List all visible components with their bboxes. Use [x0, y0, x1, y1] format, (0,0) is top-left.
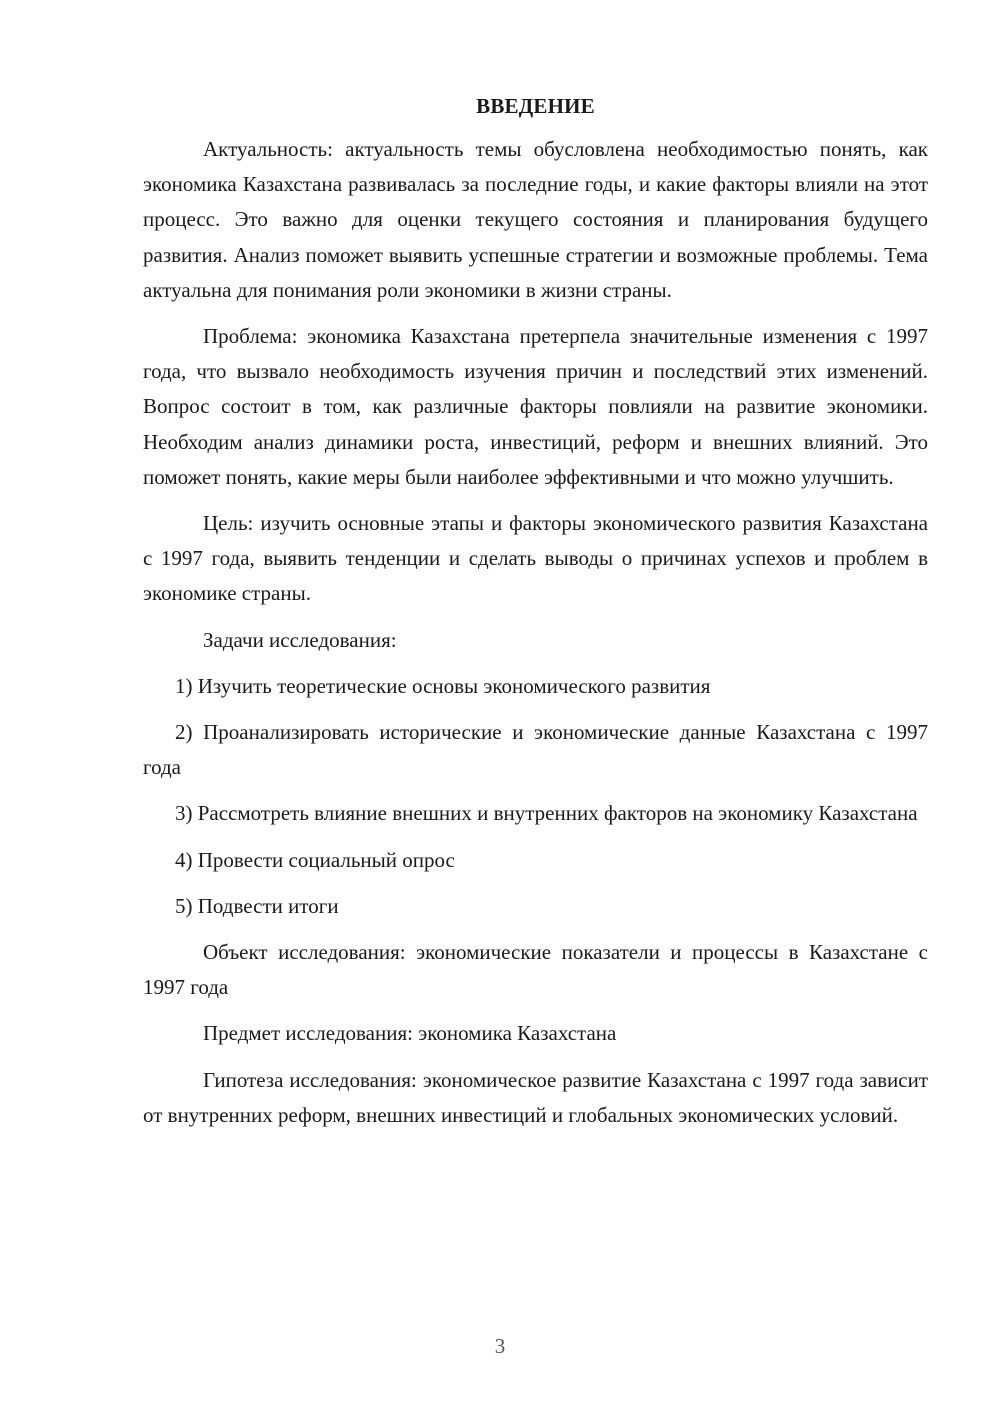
subject-paragraph: Предмет исследования: экономика Казахстана: [203, 1021, 617, 1046]
task-item-3: 3) Рассмотреть влияние внешних и внутренних факторов на экономику Казахстана: [175, 801, 918, 826]
task-item-2: 2) Проанализировать исторические и экономические данные Казахстана с 1997 года: [143, 720, 928, 780]
problem-paragraph: Проблема: экономика Казахстана претерпела значительные изменения с 1997 года, что вызвало необходимость изучения причин и последствий этих изменений. Вопрос состоит в том, как различные факторы повлияли на развитие экономики. Необходим анализ динамики роста, инвестиций, реформ и внешних влияний. Это поможет понять, какие меры были наиболее эффективными и что можно улучшить.: [143, 324, 928, 489]
document-page: [143, 92, 928, 1144]
task-item-1: 1) Изучить теоретические основы экономического развития: [175, 673, 711, 698]
section-title: ВВЕДЕНИЕ: [476, 94, 595, 118]
relevance-paragraph: Актуальность: актуальность темы обусловлена необходимостью понять, как экономика Казахстана развивалась за последние годы, и какие факторы влияли на этот процесс. Это важно для оценки текущего состояния и планирования будущего развития. Анализ поможет выявить успешные стратегии и возможные проблемы. Тема актуальна для понимания роли экономики в жизни страны.: [143, 137, 928, 302]
task-item-5: 5) Подвести итоги: [175, 893, 339, 918]
task-item-4: 4) Провести социальный опрос: [175, 847, 455, 872]
tasks-heading: Задачи исследования:: [203, 627, 397, 652]
goal-paragraph: Цель: изучить основные этапы и факторы экономического развития Казахстана с 1997 года, выявить тенденции и сделать выводы о причинах успехов и проблем в экономике страны.: [143, 511, 928, 606]
object-paragraph: Объект исследования: экономические показатели и процессы в Казахстане с 1997 года: [143, 940, 928, 1000]
hypothesis-paragraph: Гипотеза исследования: экономическое развитие Казахстана с 1997 года зависит от внутренних реформ, внешних инвестиций и глобальных экономических условий.: [143, 1067, 928, 1127]
page-number: 3: [494, 1334, 506, 1358]
